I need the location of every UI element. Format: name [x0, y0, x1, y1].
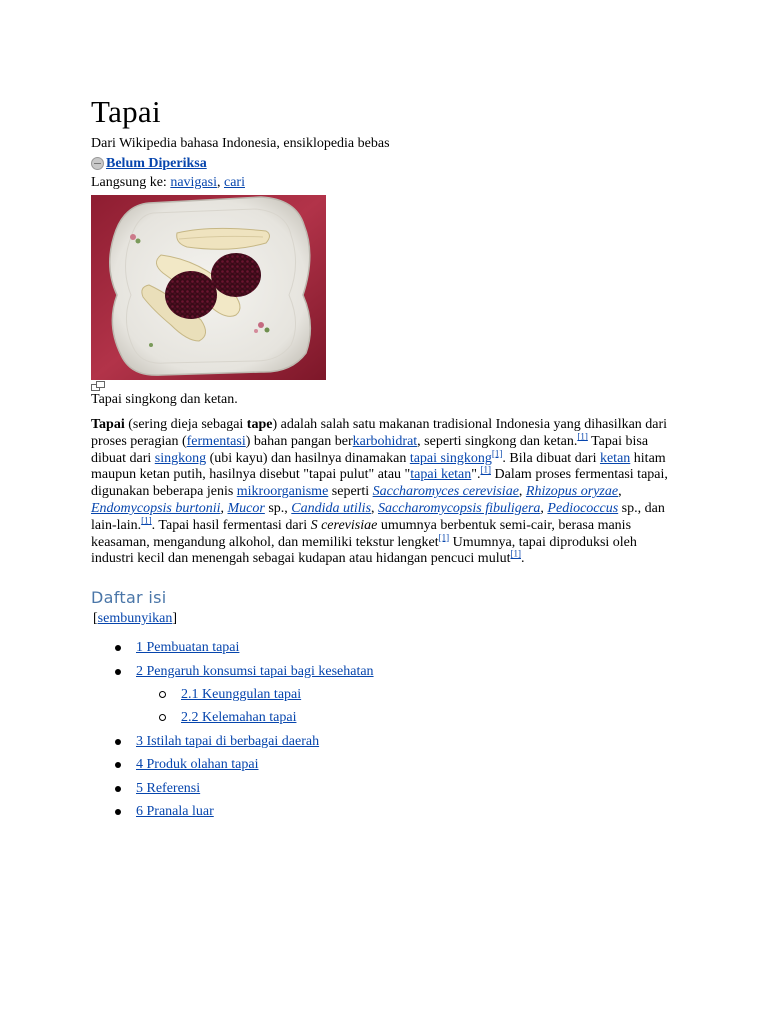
text-run: Umumnya, tapai diproduksi oleh industri kecil dan menengah sebagai kudapan atau hidangan pencuci mulut [91, 534, 637, 567]
link-saccharomyces-cerevisiae[interactable]: Saccharomyces cerevisiae [372, 484, 519, 500]
toc-link-pengaruh-konsumsi[interactable]: 2 Pengaruh konsumsi tapai bagi kesehatan [136, 663, 374, 679]
toc-item [91, 636, 681, 659]
link-candida-utilis[interactable]: Candida utilis [291, 500, 372, 516]
link-ketan[interactable]: ketan [599, 450, 631, 466]
toc-list [91, 636, 681, 823]
jump-label: Langsung ke: [91, 175, 171, 190]
link-karbohidrat[interactable]: karbohidrat [352, 433, 418, 449]
image-caption: Tapai singkong dan ketan. [91, 392, 238, 407]
text-run: Dalam proses fermentasi tapai, digunakan beberapa jenis [91, 467, 668, 500]
text-run: , [371, 500, 379, 516]
citation-link[interactable]: [1] [141, 515, 152, 526]
toc-item [91, 753, 681, 776]
tapai-photo[interactable] [91, 195, 326, 380]
site-tagline: Dari Wikipedia bahasa Indonesia, ensiklopedia bebas [91, 136, 390, 151]
toc-bracket-close: ] [172, 611, 177, 627]
link-pediococcus[interactable]: Pediococcus [547, 500, 619, 516]
text-run: umumnya berbentuk semi-cair, berasa manis keasaman, mengandung alkohol, dan memiliki tekstur lengket [91, 517, 632, 550]
toc-link-keunggulan-tapai[interactable]: 2.1 Keunggulan tapai [181, 686, 302, 702]
toc-link-istilah-tapai[interactable]: 3 Istilah tapai di berbagai daerah [136, 733, 320, 749]
unreviewed-status-icon [91, 157, 104, 170]
link-mikroorganisme[interactable]: mikroorganisme [236, 484, 329, 500]
text-run: sp., dan lain-lain. [91, 500, 665, 533]
enlarge-icon[interactable] [91, 381, 105, 391]
citation-link[interactable]: [1] [510, 548, 521, 559]
text-run: , seperti singkong dan ketan. [417, 433, 578, 449]
toc-heading: Daftar isi [91, 588, 167, 608]
jump-separator: , [216, 175, 224, 190]
jump-search-link[interactable]: cari [223, 175, 245, 190]
toc-item [91, 660, 681, 730]
jump-links [91, 173, 681, 193]
text-run: , [220, 500, 228, 516]
article-content [91, 93, 681, 823]
citation-link[interactable]: [1] [438, 531, 450, 542]
toc-link-produk-olahan[interactable]: 4 Produk olahan tapai [136, 757, 259, 773]
toc-link-pembuatan-tapai[interactable]: 1 Pembuatan tapai [136, 640, 240, 656]
toc-item [91, 777, 681, 800]
toc-item [91, 730, 681, 753]
citation-link[interactable]: [1] [480, 464, 491, 475]
citation-link[interactable]: [1] [491, 447, 503, 458]
link-saccharomycopsis-fibuligera[interactable]: Saccharomycopsis fibuligera [378, 500, 541, 516]
term-s-cerevisiae: S cerevisiae [310, 517, 378, 533]
link-fermentasi[interactable]: fermentasi [186, 433, 246, 449]
toc-item [91, 800, 681, 823]
jump-navigation-link[interactable]: navigasi [170, 175, 217, 190]
text-run: seperti [328, 484, 373, 500]
flagged-status-link[interactable]: Belum Diperiksa [106, 156, 207, 171]
toc-sublist [136, 683, 681, 730]
link-tapai-ketan[interactable]: tapai ketan [410, 467, 472, 483]
link-mucor[interactable]: Mucor [227, 500, 265, 516]
text-run: ) bahan pangan ber [245, 433, 353, 449]
toc-link-referensi[interactable]: 5 Referensi [136, 780, 201, 796]
toc-link-kelemahan-tapai[interactable]: 2.2 Kelemahan tapai [181, 710, 297, 726]
text-run: (ubi kayu) dan hasilnya dinamakan [206, 450, 410, 466]
flagged-revs-status [91, 154, 681, 173]
text-run: sp., [264, 500, 292, 516]
toc-link-pranala-luar[interactable]: 6 Pranala luar [136, 804, 214, 820]
text-run: , [518, 484, 526, 500]
term-tapai: Tapai [91, 417, 125, 432]
toc-hide-link[interactable]: sembunyikan [97, 611, 173, 627]
toc-bracket-open: [ [93, 611, 98, 627]
toc-subitem [136, 706, 681, 729]
text-run: , [618, 484, 622, 500]
link-rhizopus-oryzae[interactable]: Rhizopus oryzae [525, 484, 619, 500]
text-run: ". [471, 467, 481, 483]
toc-subitem [136, 683, 681, 706]
text-run: , [540, 500, 548, 516]
term-tape: tape [246, 417, 273, 432]
text-run: Tapai bisa dibuat dari [91, 433, 649, 466]
text-run: hitam maupun ketan putih, hasilnya disebut "tapai pulut" atau " [91, 450, 666, 483]
citation-link[interactable]: [1] [577, 431, 588, 442]
text-run: . Tapai hasil fermentasi dari [151, 517, 311, 533]
text-run: (sering dieja sebagai [124, 417, 247, 432]
page-title: Tapai [91, 94, 161, 129]
intro-paragraph [91, 417, 681, 568]
toc-toggle [93, 610, 681, 628]
text-run: . [520, 551, 525, 567]
link-endomycopsis-burtonii[interactable]: Endomycopsis burtonii [91, 500, 221, 516]
text-run: ) adalah salah satu makanan tradisional Indonesia yang dihasilkan dari proses peragian ( [91, 417, 668, 449]
link-tapai-singkong[interactable]: tapai singkong [409, 450, 492, 466]
text-run: . Bila dibuat dari [502, 450, 600, 466]
link-singkong[interactable]: singkong [154, 450, 207, 466]
